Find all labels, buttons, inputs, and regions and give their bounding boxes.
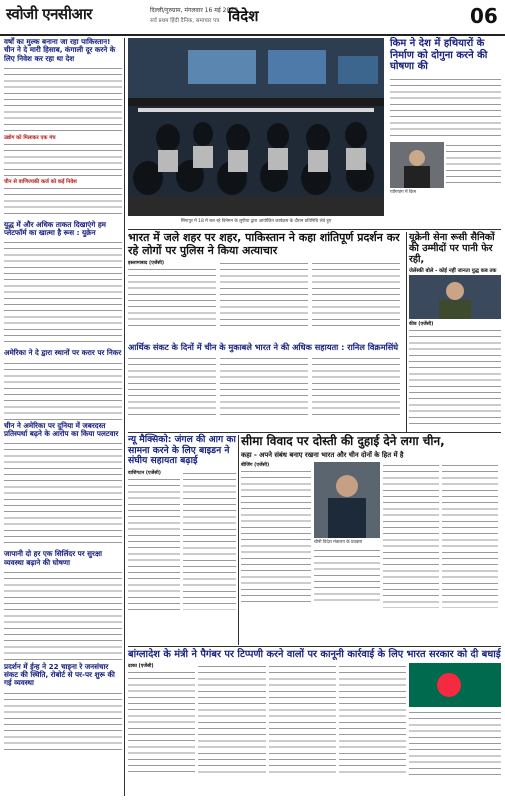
section-divider [128, 646, 501, 647]
newspaper-title: स्वोजी एनसीआर [6, 5, 92, 23]
column-divider [406, 232, 407, 432]
article-text [312, 355, 400, 419]
article-text [269, 663, 336, 777]
story4-byline: बीजिंग (एजेंसी) [241, 462, 270, 468]
article-text [409, 709, 501, 777]
story1-subsection [128, 343, 404, 419]
article-text [183, 470, 236, 610]
left-column [4, 38, 122, 796]
article-text [198, 663, 265, 777]
article-text [4, 360, 122, 420]
article-text [220, 355, 308, 419]
article-text [241, 468, 311, 606]
story-bangladesh [128, 649, 501, 796]
kim-photo [390, 142, 444, 188]
article-text [4, 65, 122, 131]
conference-photo [128, 38, 384, 216]
story3-headline: न्यू मैक्सिको: जंगल की आग का सामना करने के लिए बाइडन ने संघीय सहायता बढ़ाई [128, 434, 236, 467]
story2-headline: यूक्रेनी सेना रूसी सैनिकों की उम्मीदों पर पानी फेर रही, [409, 232, 495, 266]
story5-headline: बांग्लादेश के मंत्री ने पैगंबर पर टिप्पणी करने वालों पर कानूनी कार्रवाई के लिए भारत सरकार को दी बधाई [128, 649, 501, 660]
article-text [339, 663, 406, 777]
article-text [220, 260, 308, 326]
article-text [128, 669, 195, 777]
article-text [4, 440, 122, 548]
dateline: दिल्ली/गुरुग्राम, मंगलवार 16 मई 2023 [150, 7, 238, 14]
bangladesh-flag [409, 663, 501, 707]
story3-byline: वाशिंगटन (एजेंसी) [128, 470, 161, 476]
left-headline-4: चीन ने अमेरिका पर दुनिया में जबरदस्त प्रतिस्पर्धा बढ़ने के आरोप का किया पलटवार [4, 420, 119, 438]
right-top-headline: किम ने देश में हथियारों के निर्माण को दोगुना करने की घोषणा की [390, 38, 488, 72]
story2-subhead: जेलेंस्की बोले - कोई नहीं जानता युद्ध कब तक [409, 268, 497, 275]
section-divider [128, 432, 501, 433]
page-number: 06 [470, 4, 498, 28]
section-title: विदेश [228, 7, 259, 25]
left-headline-5: जापानी दो हर एक सिलिंदर पर सुरक्षा व्यवस्था बढ़ाने की घोषणा [4, 549, 102, 567]
page-header [0, 0, 505, 36]
story1-byline: इस्लामाबाद (एजेंसी) [128, 261, 165, 267]
subline: सर्व प्रथम हिंदी दैनिक, समाचार पत्र [150, 18, 220, 24]
article-text [383, 462, 439, 608]
article-text [442, 462, 498, 608]
left-subhead-1: उद्योग को मिलाकर एक मंच [4, 134, 56, 141]
article-text [128, 476, 180, 610]
section-divider [128, 229, 501, 230]
article-text [4, 569, 122, 661]
article-text [312, 260, 400, 326]
article-text [390, 76, 501, 140]
left-subhead-2: चीन से वाणिज्यकी कर्ज को कई निवेश [4, 178, 77, 185]
photo-caption: सिंगापुर में 18 में चल रहे विनेमन के लुपीया द्वारा आयोजित कार्यक्रम के दौरान प्रतिनिधि लेते हुए [180, 219, 332, 224]
story-pakistan [128, 232, 404, 342]
column-divider [238, 435, 239, 645]
left-headline-2: युद्ध में और अधिक ताकत दिखाएंगे हम प्लेटफॉर्म का खात्मा है रूस : युक्रेन [4, 219, 106, 238]
article-text [4, 185, 122, 219]
zelensky-photo [409, 275, 501, 319]
story4-subhead: कहा - अपने संबंध बनाए रखना भारत और चीन दोनों के हित में है [241, 450, 404, 459]
story-bidens-aid [128, 435, 236, 645]
right-top-story [390, 38, 501, 228]
story5-byline: ढाका (एजेंसी) [128, 664, 154, 670]
story2-byline: कीव (एजेंसी) [409, 322, 434, 327]
article-text [128, 355, 216, 419]
article-text [409, 327, 501, 427]
story4-caption: चीनी विदेश मंत्रालय के प्रवक्ता [314, 539, 362, 545]
left-headline-3: अमेरिका ने दे द्वारा स्थानों पर करार पर निकर [4, 348, 122, 358]
article-text [4, 141, 122, 177]
story4-headline: सीमा विवाद पर दोस्ती की दुहाई देने लगा चीन, [241, 434, 445, 448]
story1-headline: भारत में जले शहर पर शहर, पाकिस्तान ने कहा शांतिपूर्ण प्रदर्शन कर रहे लोगों पर पुलिस ने किया अत्याचार [128, 231, 400, 257]
column-divider [124, 38, 125, 796]
story1-subhead: आर्थिक संकट के दिनों में चीन के मुकाबले भारत ने की अधिक सहायता : रानिल विक्रमसिंघे [128, 342, 399, 352]
article-text [4, 239, 122, 347]
story-china-border [241, 435, 501, 645]
story2-body [409, 321, 501, 427]
left-headline: वर्षों का मुल्क बनाना जा रहा पाकिस्तान! चीन ने दे मारी हिसाब, कंगाली दूर करने के लिए निवेश कर रहा था देश [4, 37, 116, 63]
kim-caption: प्योंगयांग में किम [390, 189, 417, 195]
article-text [314, 547, 380, 603]
article-text [4, 690, 122, 750]
left-headline-6: प्रदर्शन में ईन्ह ने 22 चाइना रे जनसंचार संकट की स्थिति, रोबोर्ट से पर-पर शुरू की गई व्यवस्था [4, 661, 115, 688]
article-text [128, 266, 216, 326]
china-official-photo [314, 462, 380, 538]
article-text [446, 142, 501, 188]
